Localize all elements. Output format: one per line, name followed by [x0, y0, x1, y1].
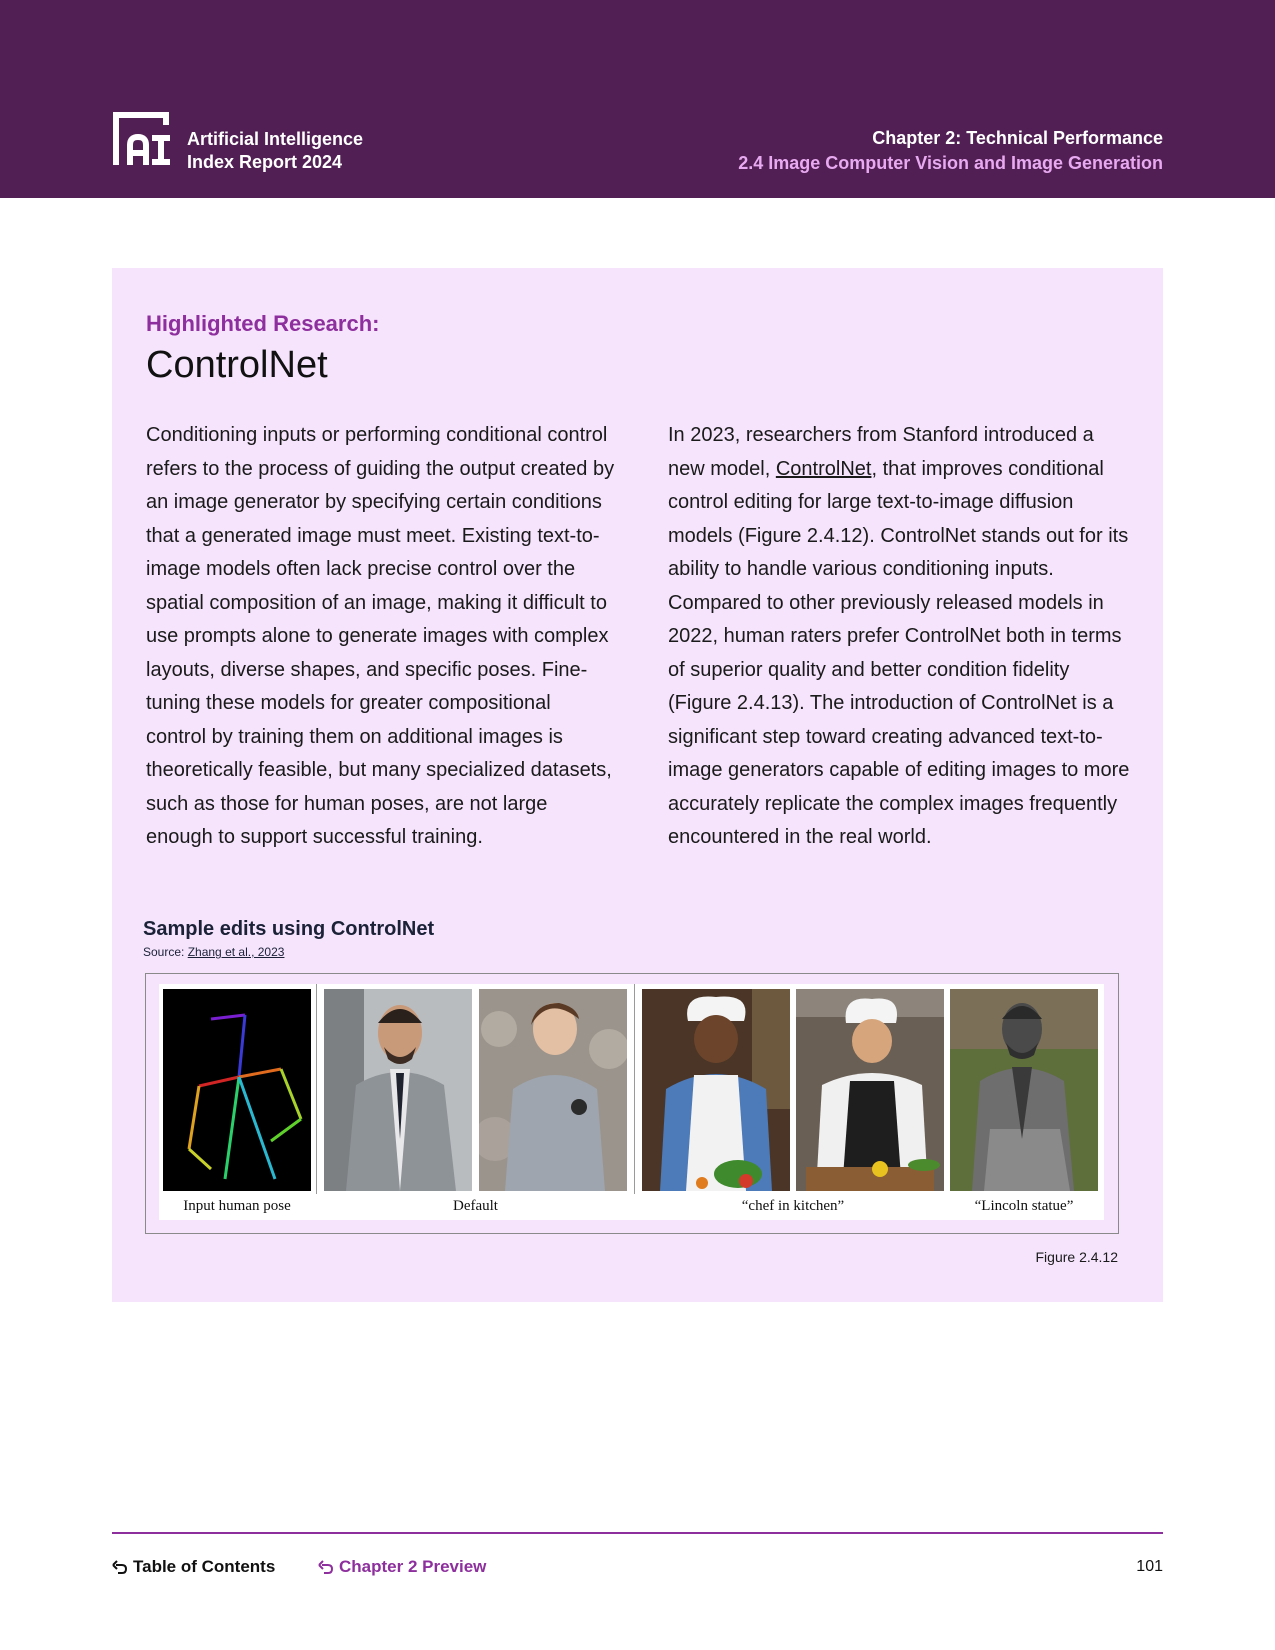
- return-arrow-icon: [112, 1559, 128, 1575]
- report-header: [0, 0, 1275, 198]
- table-of-contents-link[interactable]: [112, 1557, 275, 1577]
- panel-title: ControlNet: [146, 344, 328, 386]
- figure-frame: [145, 973, 1119, 1234]
- source-prefix: Source:: [143, 945, 188, 959]
- lincoln-statue-image: [950, 989, 1098, 1191]
- chapter-preview-label: Chapter 2 Preview: [339, 1557, 487, 1576]
- chapter-preview-link[interactable]: [318, 1557, 486, 1577]
- figure-image-strip: [159, 984, 1104, 1220]
- default-man-image: [324, 989, 472, 1191]
- right-paragraph-start: In 2023, researchers from Stanford introduced a new model,: [668, 424, 1094, 480]
- left-paragraph: Conditioning inputs or performing conditional control refers to the process of guiding the output created by an image generator by specifying certain conditions that a generated image must meet. Existing text-to-image models often lack precise control over the spatial composition of an image, making it difficult to use prompts alone to generate images with complex layouts, diverse shapes, and specific poses. Fine-tuning these models for greater compositional control by training them on additional images is theoretically feasible, but many specialized datasets, such as those for human poses, are not large enough to support successful training.: [146, 424, 615, 848]
- source-link[interactable]: Zhang et al., 2023: [187, 945, 285, 959]
- ai-index-logo: [112, 111, 170, 169]
- footer-divider: [112, 1532, 1163, 1534]
- figure-source: [143, 945, 284, 959]
- figure-number: Figure 2.4.12: [1035, 1249, 1118, 1265]
- caption-default: Default: [453, 1198, 498, 1214]
- table-of-contents-label: Table of Contents: [133, 1557, 276, 1576]
- chef-kitchen-image-2: [796, 989, 944, 1191]
- default-boy-image: [479, 989, 627, 1191]
- caption-chef-in-kitchen: “chef in kitchen”: [741, 1198, 845, 1214]
- brand-line-2: Index Report 2024: [187, 152, 343, 172]
- caption-input-pose: Input human pose: [183, 1198, 291, 1214]
- report-brand: [187, 128, 363, 174]
- image-divider: [316, 984, 317, 1194]
- right-paragraph: [668, 419, 1133, 855]
- right-paragraph-end: , that improves conditional control editing for large text-to-image diffusion models (Figure 2.4.12). ControlNet stands out for its ability to handle various conditioning inputs. Compared to other previously released models in 2022, human raters prefer ControlNet both in terms of superior quality and better condition fidelity (Figure 2.4.13). The introduction of ControlNet is a significant step toward creating advanced text-to-image generators capable of editing images to more accurately replicate the complex images frequently encountered in the real world.: [668, 457, 1130, 848]
- figure-title: Sample edits using ControlNet: [143, 918, 435, 940]
- panel-eyebrow: Highlighted Research:: [146, 311, 380, 336]
- brand-line-1: Artificial Intelligence: [187, 129, 364, 149]
- image-divider: [634, 984, 635, 1194]
- return-arrow-icon: [318, 1559, 334, 1575]
- chapter-title: Chapter 2: Technical Performance: [872, 128, 1163, 148]
- chef-kitchen-image-1: [642, 989, 790, 1191]
- section-title: 2.4 Image Computer Vision and Image Generation: [738, 153, 1163, 173]
- controlnet-link[interactable]: ControlNet: [775, 457, 872, 480]
- caption-lincoln-statue: “Lincoln statue”: [974, 1198, 1074, 1214]
- pose-skeleton-image: [163, 989, 311, 1191]
- chapter-heading: [738, 126, 1163, 176]
- page-number: 101: [1136, 1558, 1163, 1575]
